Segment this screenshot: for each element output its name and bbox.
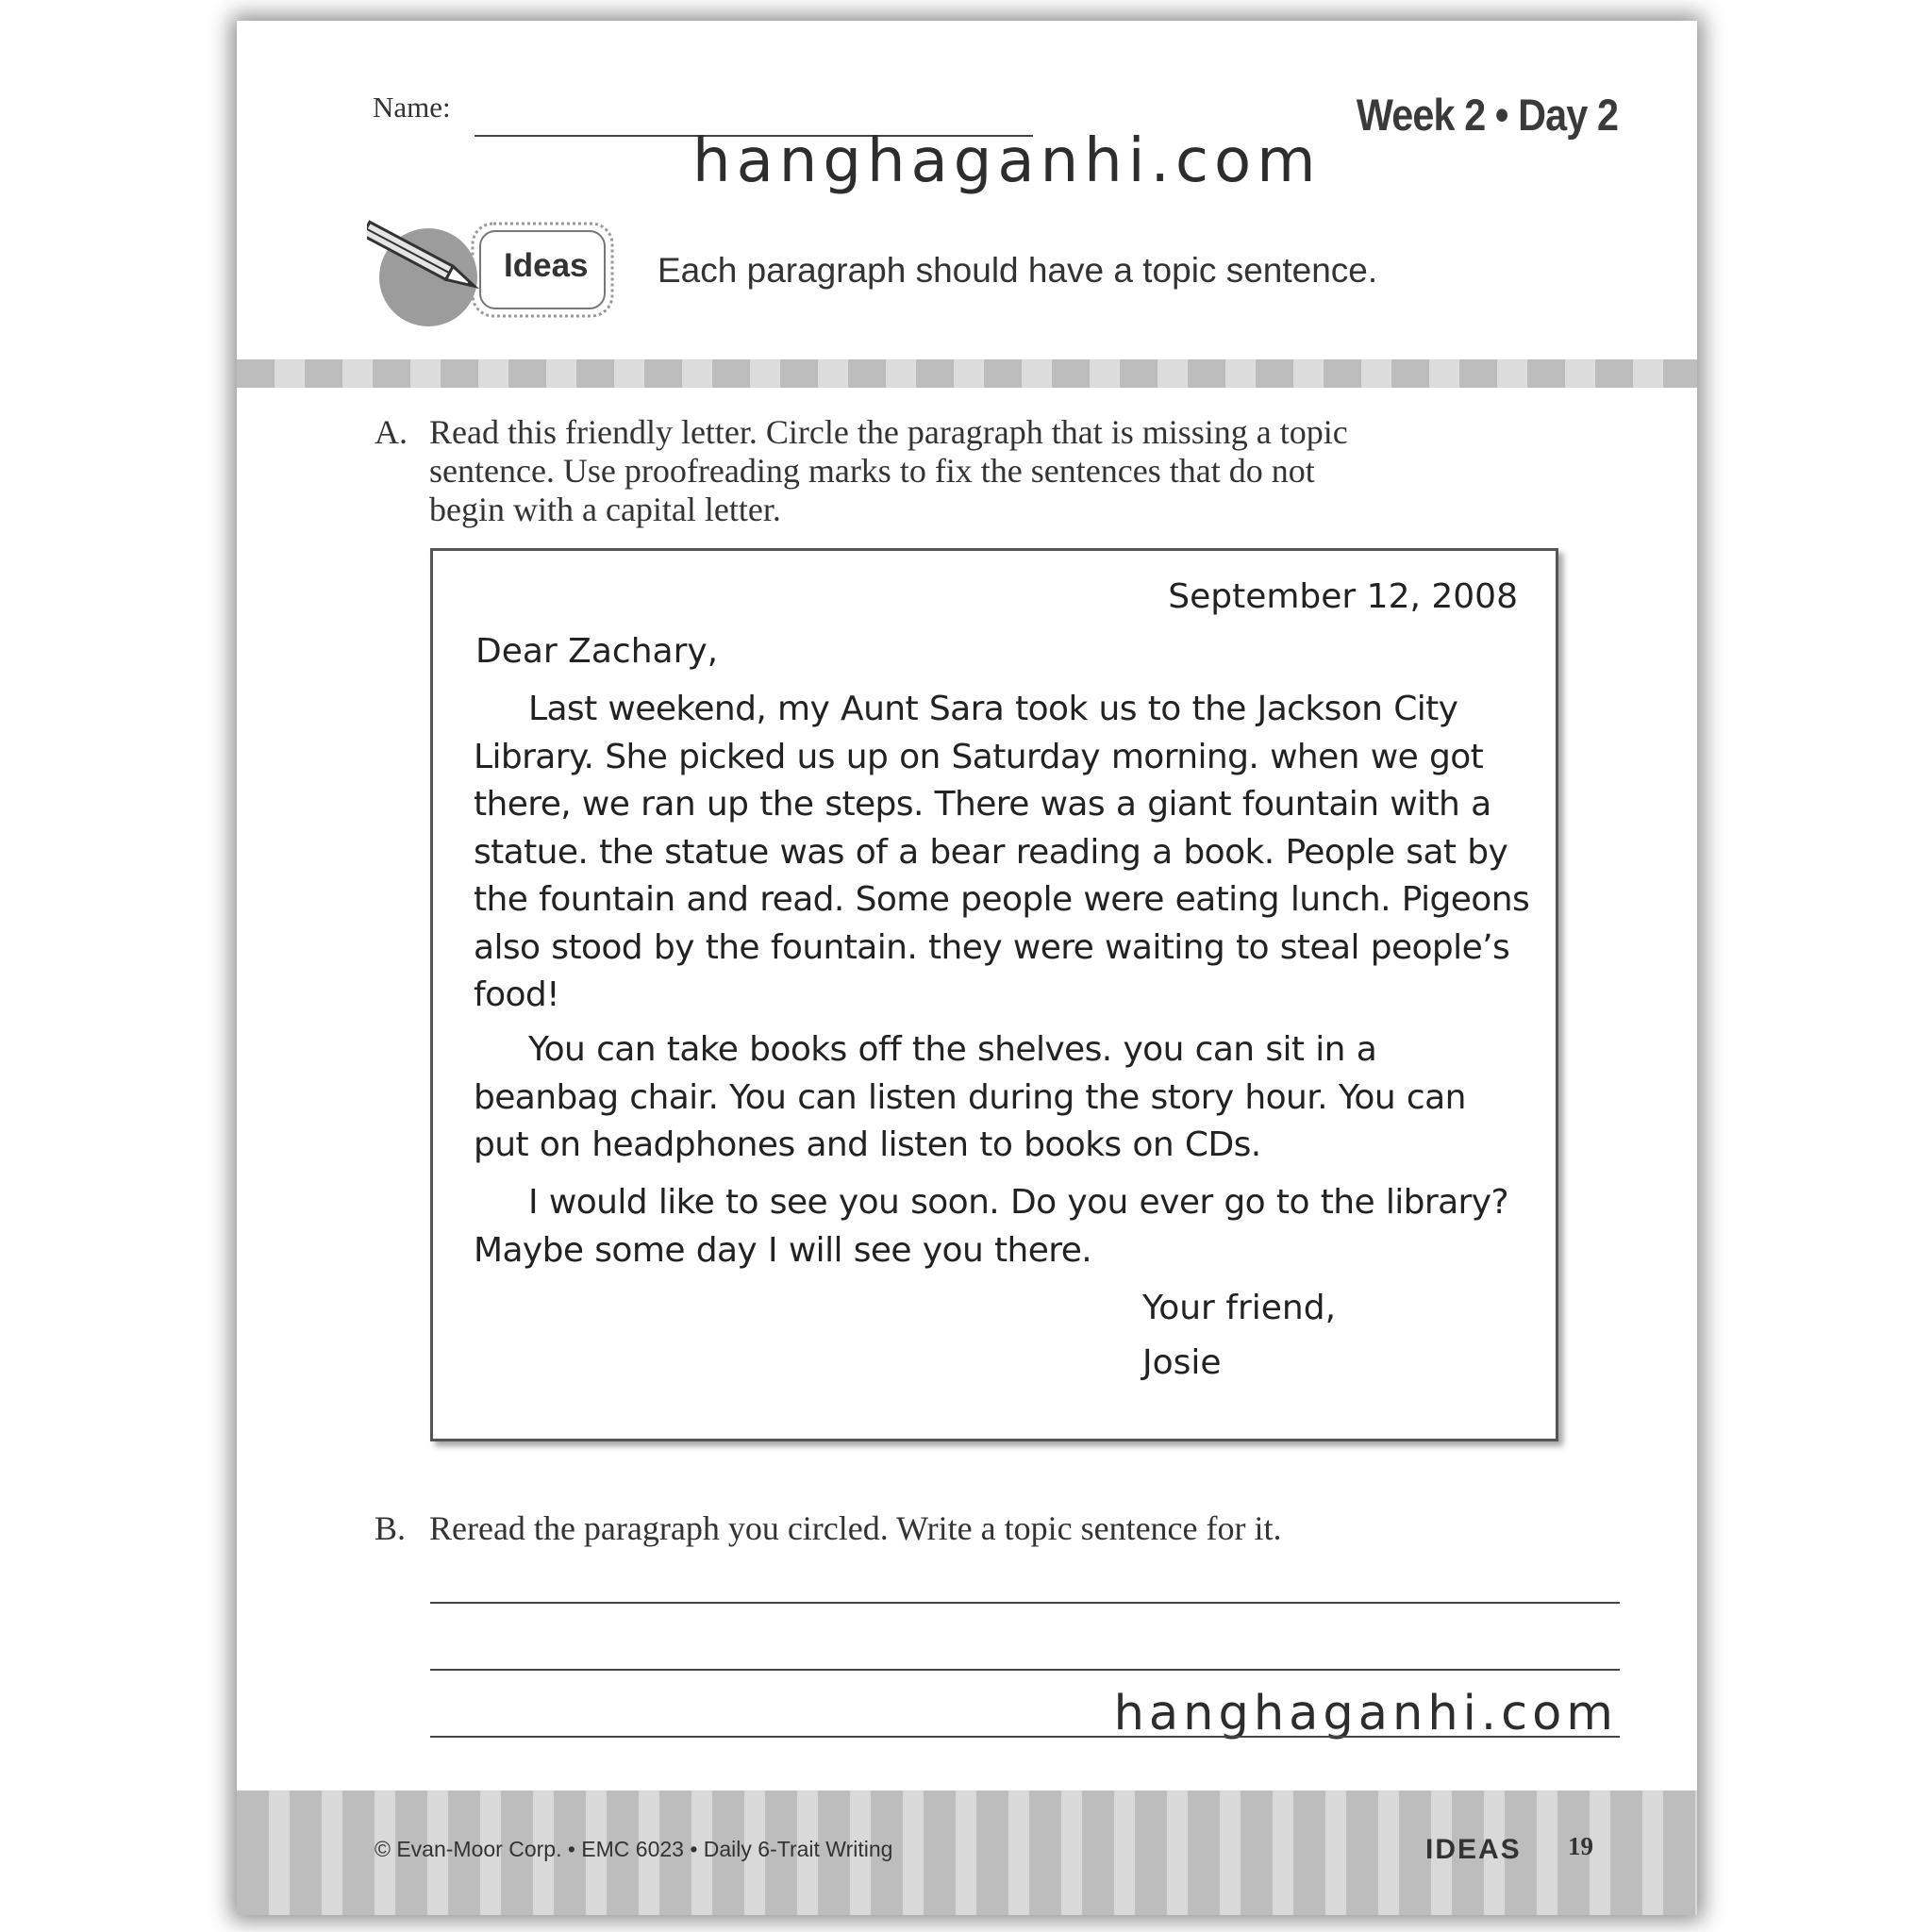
section-a-text: Read this friendly letter. Circle the paragraph that is missing a topic sentence. Use proofreading marks to fix the sentences that do not begin with a capital letter. bbox=[429, 413, 1348, 528]
trait-label: Ideas bbox=[504, 247, 589, 284]
worksheet-page bbox=[237, 21, 1697, 1915]
section-b-text: Reread the paragraph you circled. Write a topic sentence for it. bbox=[429, 1509, 1282, 1547]
letter-closing: Your friend, bbox=[1142, 1289, 1337, 1327]
footer-trait-label: IDEAS bbox=[1425, 1834, 1522, 1865]
answer-line-2[interactable] bbox=[430, 1669, 1620, 1671]
letter-signature: Josie bbox=[1142, 1343, 1222, 1382]
week-day-title: Week 2 • Day 2 bbox=[1356, 90, 1618, 140]
watermark-bottom: hanghaganhi.com bbox=[1113, 1686, 1618, 1741]
name-label: Name: bbox=[373, 91, 451, 124]
section-b-letter: B. bbox=[375, 1509, 407, 1547]
answer-line-1[interactable] bbox=[430, 1602, 1620, 1604]
header-stripe-divider bbox=[237, 359, 1697, 388]
watermark-top: hanghaganhi.com bbox=[692, 126, 1322, 196]
footer-copyright: © Evan-Moor Corp. • EMC 6023 • Daily 6-Trait Writing bbox=[375, 1837, 893, 1861]
section-a-letter: A. bbox=[375, 413, 408, 451]
letter-paragraph-2[interactable]: You can take books off the shelves. you can sit in a beanbag chair. You can listen during the story hour. You can put on headphones and listen to books on CDs. bbox=[474, 1030, 1466, 1164]
friendly-letter-box bbox=[430, 548, 1558, 1441]
trait-tip: Each paragraph should have a topic sentence. bbox=[658, 251, 1378, 290]
letter-paragraph-3[interactable]: I would like to see you soon. Do you ever go to the library? Maybe some day I will see you there. bbox=[474, 1183, 1508, 1270]
answer-line-3[interactable] bbox=[430, 1736, 1620, 1738]
letter-paragraph-1[interactable]: Last weekend, my Aunt Sara took us to the Jackson City Library. She picked us up on Saturday morning. when we got there, we ran up the steps. There was a giant fountain with a statue. the statue was of a bear reading a book. People sat by the fountain and read. Some people were eating lunch. Pigeons also stood by the fountain. they were waiting to steal people’s food! bbox=[474, 690, 1530, 1014]
page-number: 19 bbox=[1568, 1832, 1593, 1860]
letter-date: September 12, 2008 bbox=[1168, 577, 1518, 616]
letter-greeting: Dear Zachary, bbox=[475, 632, 719, 671]
